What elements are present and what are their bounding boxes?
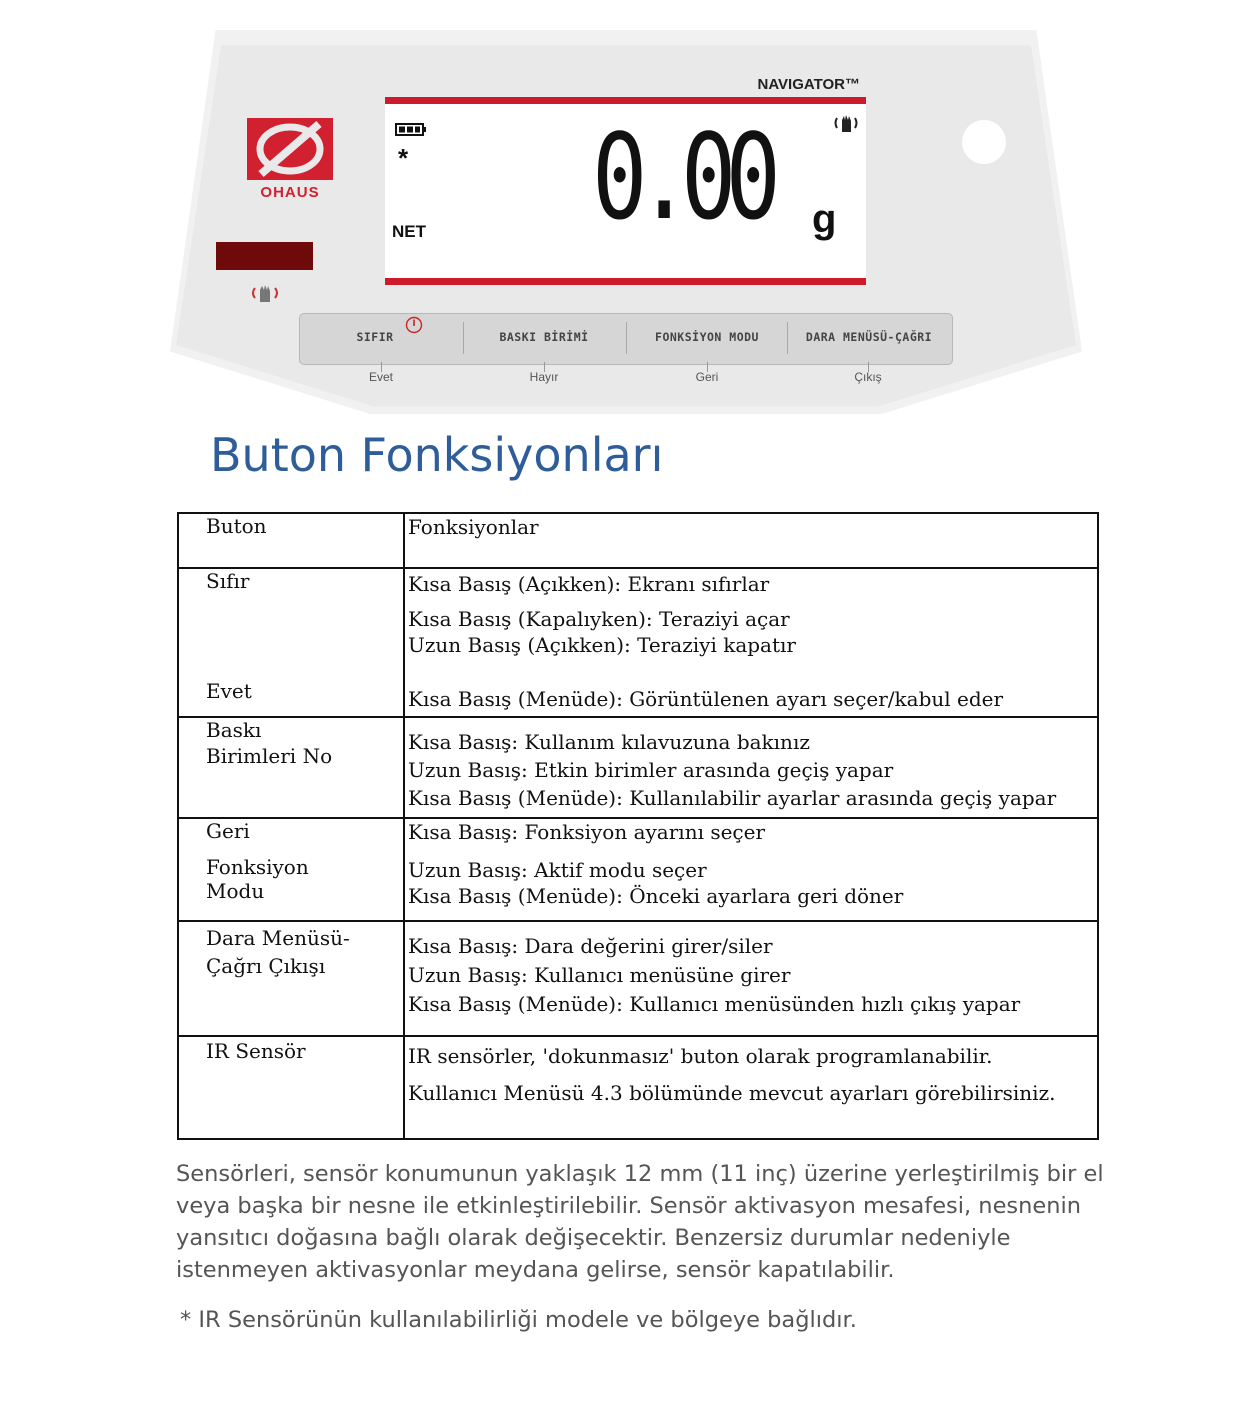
button-cell [178, 818, 404, 921]
page-title: Buton Fonksiyonları [210, 428, 664, 482]
function-text: Uzun Basış (Açıkken): Teraziyi kapatır [408, 633, 796, 657]
function-text: Kısa Basış (Açıkken): Ekranı sıfırlar [408, 572, 770, 596]
function-text: Kısa Basış (Menüde): Kullanılabilir ayarlar arasında geçiş yapar [408, 786, 1057, 810]
button-name: Geri [206, 819, 250, 843]
function-text: Kısa Basış (Kapalıyken): Teraziyi açar [408, 607, 790, 631]
table-row [178, 568, 1098, 717]
button-name: Fonksiyon [206, 855, 309, 879]
sublabel-no: Hayır [529, 370, 559, 384]
button-name: Modu [206, 879, 265, 903]
brand-name: NAVIGATOR™ [757, 76, 860, 93]
button-name: Çağrı Çıkışı [206, 954, 326, 978]
button-divider [787, 322, 788, 354]
unit-indicator: g [812, 197, 837, 241]
function-text: Kısa Basış: Dara değerini girer/siler [408, 934, 773, 958]
sensor-note: Sensörleri, sensör konumunun yaklaşık 12 mm (11 inç) üzerine yerleştirilmiş bir el veya başka bir nesne ile etkinleştirilebilir. Sensör aktivasyon mesafesi, nesnenin yansıtıcı doğasına bağlı olarak değişecektir. Benzersiz durumlar nedeniyle istenmeyen aktivasyonlar meydana gelirse, sensör kapatılabilir. [176, 1161, 1104, 1283]
function-text: Uzun Basış: Aktif modu seçer [408, 858, 707, 882]
function-text: Uzun Basış: Kullanıcı menüsüne girer [408, 963, 791, 987]
table-row [178, 1036, 1098, 1139]
button-name: Dara Menüsü- [206, 926, 350, 950]
header-text: Fonksiyonlar [408, 515, 539, 539]
weight-readout: 0.00 [592, 108, 770, 246]
button-divider [463, 322, 464, 354]
header-text: Buton [206, 514, 267, 538]
power-icon [405, 316, 423, 334]
button-name: Evet [206, 679, 252, 703]
mounting-hole [962, 120, 1006, 164]
function-cell [404, 568, 1098, 717]
table-row [178, 717, 1098, 818]
function-text: IR sensörler, 'dokunmasız' buton olarak programlanabilir. [408, 1044, 993, 1068]
function-text: Kısa Basış (Menüde): Önceki ayarlara geri döner [408, 884, 904, 908]
sublabel-yes: Evet [368, 370, 393, 384]
function-text: Kullanıcı Menüsü 4.3 bölümünde mevcut ayarları görebilirsiniz. [408, 1081, 1056, 1105]
function-text: Uzun Basış: Etkin birimler arasında geçiş yapar [408, 758, 894, 782]
footnote: * IR Sensörünün kullanılabilirliği modele ve bölgeye bağlıdır. [180, 1307, 857, 1333]
net-indicator: NET [392, 222, 426, 241]
button-name: IR Sensör [206, 1039, 306, 1063]
function-text: Kısa Basış (Menüde): Kullanıcı menüsünden hızlı çıkış yapar [408, 992, 1021, 1016]
header-cell-functions [404, 513, 1098, 568]
battery-icon [395, 123, 427, 136]
sublabel-exit: Çıkış [854, 370, 882, 384]
button-cell [178, 1036, 404, 1139]
button-name: Sıfır [206, 569, 250, 593]
button-functions-table [177, 512, 1099, 1140]
table-row [178, 921, 1098, 1036]
button-name: Baskı [206, 718, 262, 742]
ir-hand-icon [248, 282, 282, 304]
ir-hand-icon [832, 113, 860, 133]
button-divider [626, 322, 627, 354]
function-text: Kısa Basış (Menüde): Görüntülenen ayarı seçer/kabul eder [408, 687, 1004, 711]
button-cell [178, 568, 404, 717]
button-cell [178, 717, 404, 818]
tare-menu-button[interactable]: DARA MENÜSÜ-ÇAĞRI [805, 330, 933, 344]
function-text: Kısa Basış: Kullanım kılavuzuna bakınız [408, 730, 810, 754]
function-cell [404, 921, 1098, 1036]
table-row [178, 818, 1098, 921]
function-mode-button[interactable]: FONKSİYON MODU [655, 330, 759, 344]
button-name: Birimleri No [206, 744, 333, 768]
function-cell [404, 717, 1098, 818]
ir-sensor-window [216, 242, 313, 270]
header-cell-button [178, 513, 404, 568]
function-cell [404, 818, 1098, 921]
zero-button[interactable]: SIFIR [356, 330, 394, 344]
function-cell [404, 1036, 1098, 1139]
print-unit-button[interactable]: BASKI BİRİMİ [499, 330, 589, 344]
stability-asterisk: * [398, 143, 409, 173]
function-text: Kısa Basış: Fonksiyon ayarını seçer [408, 820, 766, 844]
table-header-row [178, 513, 1098, 568]
button-cell [178, 921, 404, 1036]
sublabel-back: Geri [695, 370, 719, 384]
logo-text: OHAUS [260, 184, 320, 201]
